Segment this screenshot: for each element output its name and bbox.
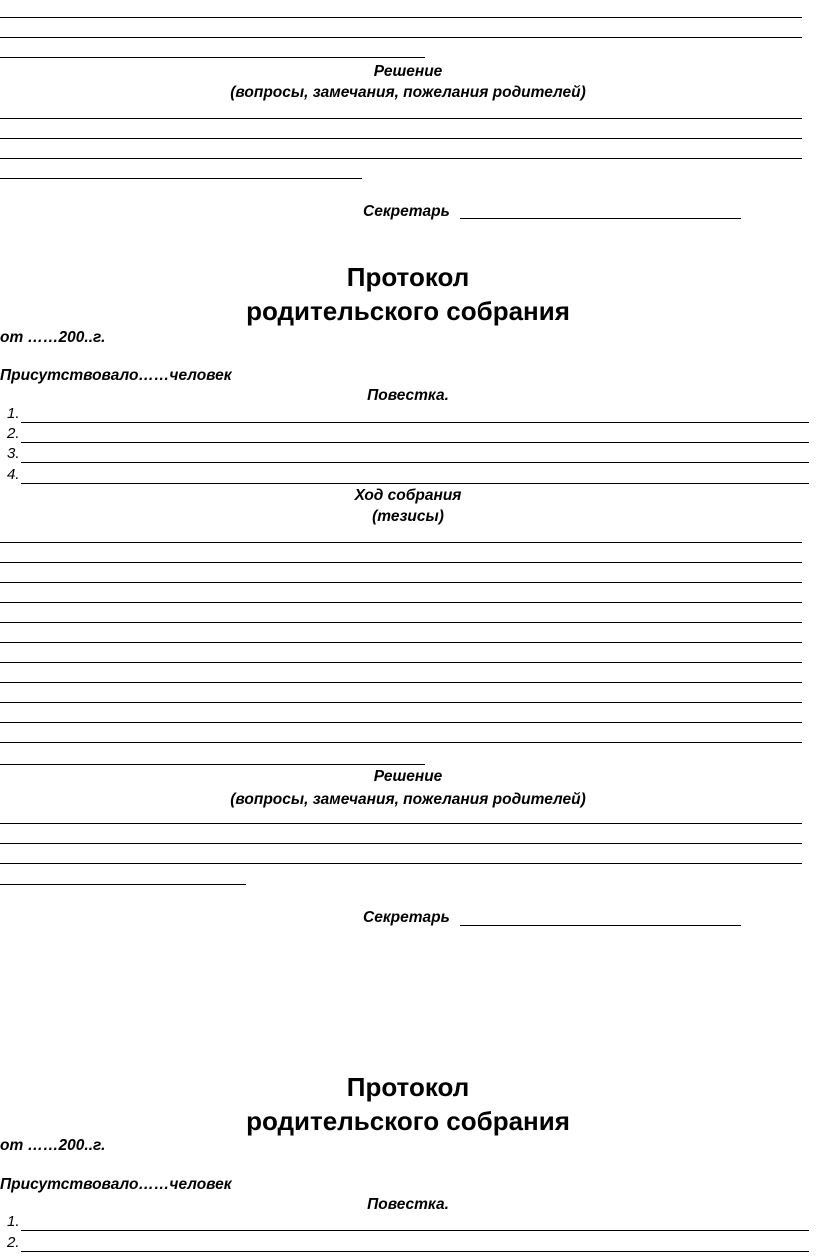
agenda-number-1: 1. <box>7 405 20 422</box>
writing-line[interactable] <box>0 158 802 159</box>
writing-line[interactable] <box>0 682 802 683</box>
agenda-number-4: 4. <box>7 466 20 483</box>
protocol-title: Протокол <box>346 1072 470 1102</box>
progress-subheading: (тезисы) <box>372 508 444 525</box>
writing-line[interactable] <box>0 178 362 179</box>
decision-heading: Решение <box>373 63 443 80</box>
writing-line[interactable] <box>0 602 802 603</box>
agenda-number-2: 2. <box>7 1234 20 1251</box>
agenda-number-1: 1. <box>7 1213 20 1230</box>
decision-subheading: (вопросы, замечания, пожелания родителей) <box>230 791 586 808</box>
agenda-number-2: 2. <box>7 425 20 442</box>
writing-line[interactable] <box>0 764 425 765</box>
protocol-title: Протокол <box>346 262 470 292</box>
writing-line[interactable] <box>0 17 802 18</box>
decision-subheading: (вопросы, замечания, пожелания родителей) <box>230 84 586 101</box>
protocol-subtitle: родительского собрания <box>246 296 570 326</box>
secretary-signature-line[interactable] <box>460 925 741 926</box>
agenda-heading: Повестка. <box>367 1196 449 1213</box>
writing-line[interactable] <box>0 582 802 583</box>
agenda-number-3: 3. <box>7 445 20 462</box>
agenda-line-2[interactable] <box>21 442 809 443</box>
writing-line[interactable] <box>0 642 802 643</box>
secretary-label: Секретарь <box>363 909 450 926</box>
agenda-line-4[interactable] <box>21 483 809 484</box>
agenda-line-1[interactable] <box>21 1230 809 1231</box>
writing-line[interactable] <box>0 722 802 723</box>
writing-line[interactable] <box>0 542 802 543</box>
writing-line[interactable] <box>0 37 802 38</box>
writing-line[interactable] <box>0 884 246 885</box>
agenda-line-1[interactable] <box>21 422 809 423</box>
attendance-label: Присутствовало……человек <box>0 367 232 384</box>
writing-line[interactable] <box>0 57 425 58</box>
protocol-subtitle: родительского собрания <box>246 1106 570 1136</box>
agenda-line-3[interactable] <box>21 462 809 463</box>
writing-line[interactable] <box>0 863 802 864</box>
secretary-signature-line[interactable] <box>460 218 741 219</box>
decision-heading: Решение <box>373 768 443 785</box>
progress-heading: Ход собрания <box>354 487 462 504</box>
writing-line[interactable] <box>0 118 802 119</box>
writing-line[interactable] <box>0 823 802 824</box>
writing-line[interactable] <box>0 662 802 663</box>
date-label: от ……200..г. <box>0 1137 106 1154</box>
writing-line[interactable] <box>0 138 802 139</box>
writing-line[interactable] <box>0 622 802 623</box>
agenda-heading: Повестка. <box>367 387 449 404</box>
writing-line[interactable] <box>0 843 802 844</box>
writing-line[interactable] <box>0 562 802 563</box>
attendance-label: Присутствовало……человек <box>0 1176 232 1193</box>
agenda-line-2[interactable] <box>21 1251 809 1252</box>
writing-line[interactable] <box>0 702 802 703</box>
secretary-label: Секретарь <box>363 203 450 220</box>
writing-line[interactable] <box>0 742 802 743</box>
date-label: от ……200..г. <box>0 329 106 346</box>
